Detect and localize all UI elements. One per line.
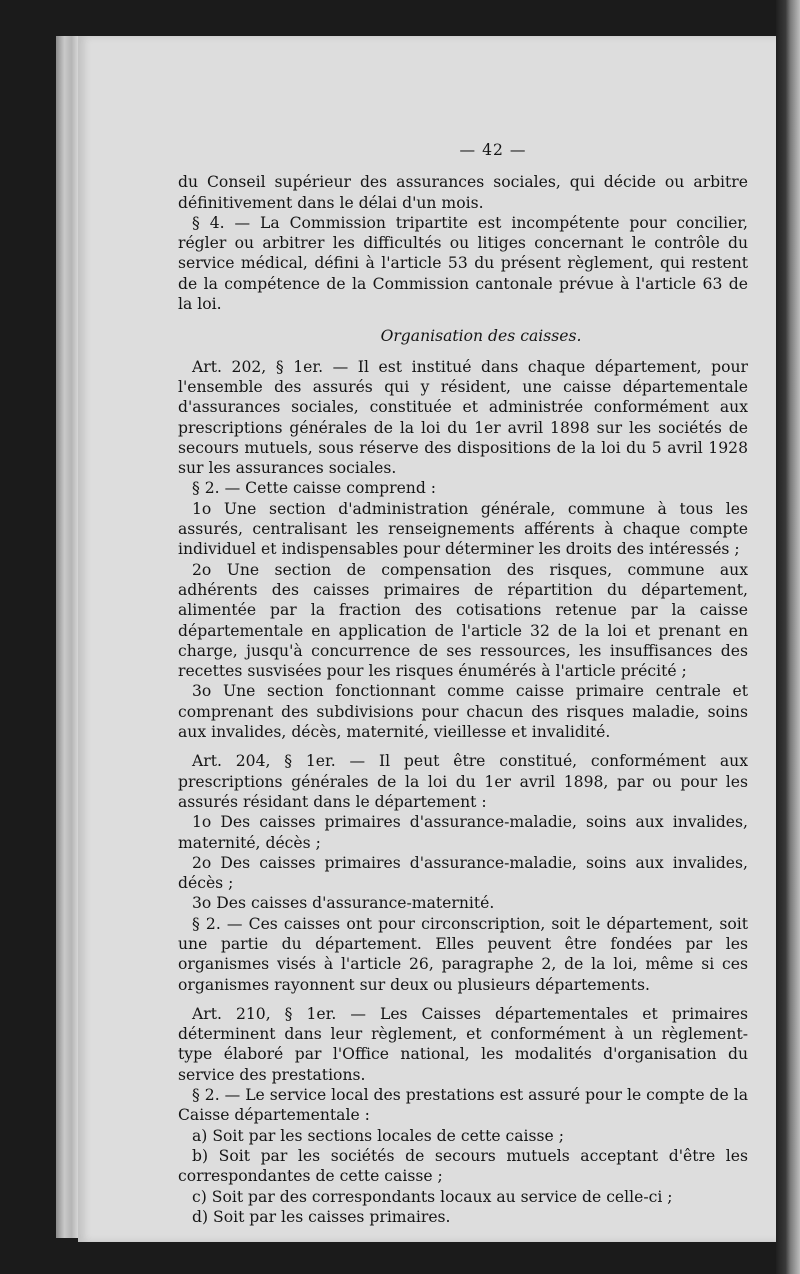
paragraph-section-4: § 4. — La Commission tripartite est incompétente pour concilier, régler ou arbitrer les difficultés ou litiges concernant le contrôle du service médical, défini à l'article 53 du présent règlement, qui restent de la compétence de la Commission cantonale prévue à l'article 63 de la loi. bbox=[178, 213, 748, 314]
page-right-edge bbox=[776, 0, 800, 1274]
list-item-d: d) Soit par les caisses primaires. bbox=[192, 1207, 451, 1226]
list-item-1: 1o Des caisses primaires d'assurance-maladie, soins aux invalides, maternité, décès ; bbox=[178, 813, 748, 852]
page-text bbox=[178, 140, 748, 1227]
list-item-b: b) Soit par les sociétés de secours mutuels acceptant d'être les correspondantes de cette caisse ; bbox=[178, 1146, 748, 1186]
list-item-2: 2o Des caisses primaires d'assurance-maladie, soins aux invalides, décès ; bbox=[178, 853, 748, 893]
paragraph-article-202-section-2: § 2. — Cette caisse comprend : bbox=[192, 479, 437, 498]
paragraph-continuation: du Conseil supérieur des assurances sociales, qui décide ou arbitre définitivement dans le délai d'un mois. bbox=[178, 173, 748, 212]
list-item-c: c) Soit par des correspondants locaux au service de celle-ci ; bbox=[192, 1187, 673, 1206]
paragraph-article-204: Art. 204, § 1er. — Il peut être constitué, conformément aux prescriptions générales de la loi du 1er avril 1898, par ou pour les assurés résidant dans le département : bbox=[178, 752, 748, 811]
page-number: — 42 — bbox=[459, 141, 527, 159]
list-item-a: a) Soit par les sections locales de cette caisse ; bbox=[192, 1126, 564, 1145]
list-item-1: 1o Une section d'administration générale, commune à tous les assurés, centralisant les renseignements afférents à chaque compte individuel et indispensables pour déterminer les droits des intéressés ; bbox=[178, 499, 748, 559]
list-item-3: 3o Des caisses d'assurance-maternité. bbox=[192, 894, 495, 913]
paragraph-article-204-section-2: § 2. — Ces caisses ont pour circonscription, soit le département, soit une partie du département. Elles peuvent être fondées par les organismes visés à l'article 26, paragraphe 2, de la loi, même si ces organismes rayonnent sur deux ou plusieurs départements. bbox=[178, 914, 748, 994]
paragraph-article-202: Art. 202, § 1er. — Il est institué dans chaque département, pour l'ensemble des assurés qui y résident, une caisse départementale d'assurances sociales, constituée et administrée conformément aux prescriptions générales de la loi du 1er avril 1898 sur les sociétés de secours mutuels, sous réserve des dispositions de la loi du 5 avril 1928 sur les assurances sociales. bbox=[178, 357, 748, 478]
paragraph-article-210-section-2: § 2. — Le service local des prestations est assuré pour le compte de la Caisse départementale : bbox=[178, 1086, 748, 1125]
list-item-3: 3o Une section fonctionnant comme caisse primaire centrale et comprenant des subdivisions pour chacun des risques maladie, soins aux invalides, décès, maternité, vieillesse et invalidité. bbox=[178, 682, 748, 742]
paragraph-article-210: Art. 210, § 1er. — Les Caisses départementales et primaires déterminent dans leur règlement, et conformément à un règlement-type élaboré par l'Office national, les modalités d'organisation du service des prestations. bbox=[178, 1004, 748, 1084]
section-heading: Organisation des caisses. bbox=[380, 327, 582, 346]
list-item-2: 2o Une section de compensation des risques, commune aux adhérents des caisses primaires de répartition du département, alimentée par la fraction des cotisations retenue par la caisse départementale en application de l'article 32 de la loi et prenant en charge, jusqu'à concurrence de ses ressources, les insuffisances des recettes susvisées pour les risques énumérés à l'article précité ; bbox=[178, 560, 748, 681]
